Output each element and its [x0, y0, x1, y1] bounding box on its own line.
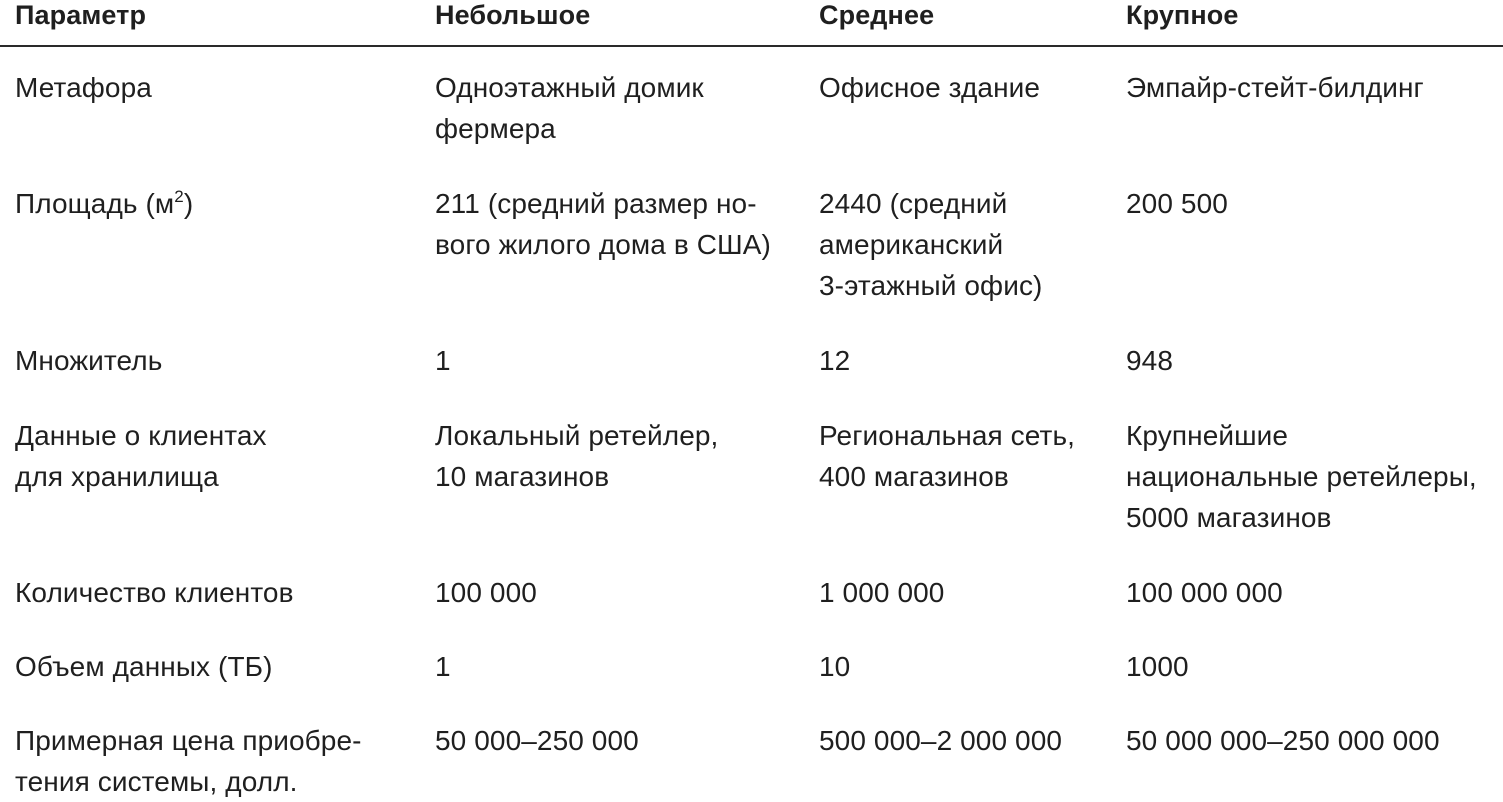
- param-cell: Метафора: [15, 72, 152, 103]
- large-cell: Эмпайр-стейт-билдинг: [1126, 72, 1424, 103]
- param-cell: Количество клиентов: [15, 577, 294, 608]
- medium-cell: 10: [819, 651, 851, 682]
- large-cell: Крупнейшие национальные ретейлеры, 5000 магазинов: [1126, 420, 1477, 533]
- small-cell: 50 000–250 000: [435, 725, 639, 756]
- param-cell: Площадь $(м^2)$: [15, 187, 194, 219]
- header-parameter: Параметр: [15, 0, 147, 30]
- small-cell: Одноэтажный домик фермера: [435, 72, 704, 144]
- medium-cell: Офисное здание: [819, 72, 1041, 103]
- table-header-row: [0, 0, 1503, 46]
- small-cell: 100 000: [435, 577, 537, 608]
- large-cell: 50 000 000–250 000 000: [1126, 725, 1440, 756]
- param-cell: Объем данных (ТБ): [15, 651, 273, 682]
- medium-cell: 12: [819, 345, 851, 376]
- param-cell: Данные о клиентах для хранилища: [15, 420, 267, 492]
- header-small: Небольшое: [435, 0, 591, 30]
- large-cell: 200 500: [1126, 188, 1228, 219]
- large-cell: 1000: [1126, 651, 1189, 682]
- header-large: Крупное: [1126, 0, 1239, 30]
- medium-cell: Региональная сеть, 400 магазинов: [819, 420, 1076, 492]
- small-cell: 1: [435, 345, 451, 376]
- small-cell: 1: [435, 651, 451, 682]
- medium-cell: 2440 (средний американский 3-этажный офис): [819, 188, 1043, 301]
- medium-cell: 1 000 000: [819, 577, 945, 608]
- header-medium: Среднее: [819, 0, 935, 30]
- small-cell: Локальный ретейлер, 10 магазинов: [435, 420, 719, 492]
- large-cell: 100 000 000: [1126, 577, 1283, 608]
- param-cell: Множитель: [15, 345, 163, 376]
- param-cell: Примерная цена приобре- тения системы, долл.: [15, 725, 362, 797]
- header-divider: [0, 45, 1503, 47]
- large-cell: 948: [1126, 345, 1174, 376]
- small-cell: 211 (средний размер но- вого жилого дома в США): [435, 188, 771, 260]
- medium-cell: 500 000–2 000 000: [819, 725, 1063, 756]
